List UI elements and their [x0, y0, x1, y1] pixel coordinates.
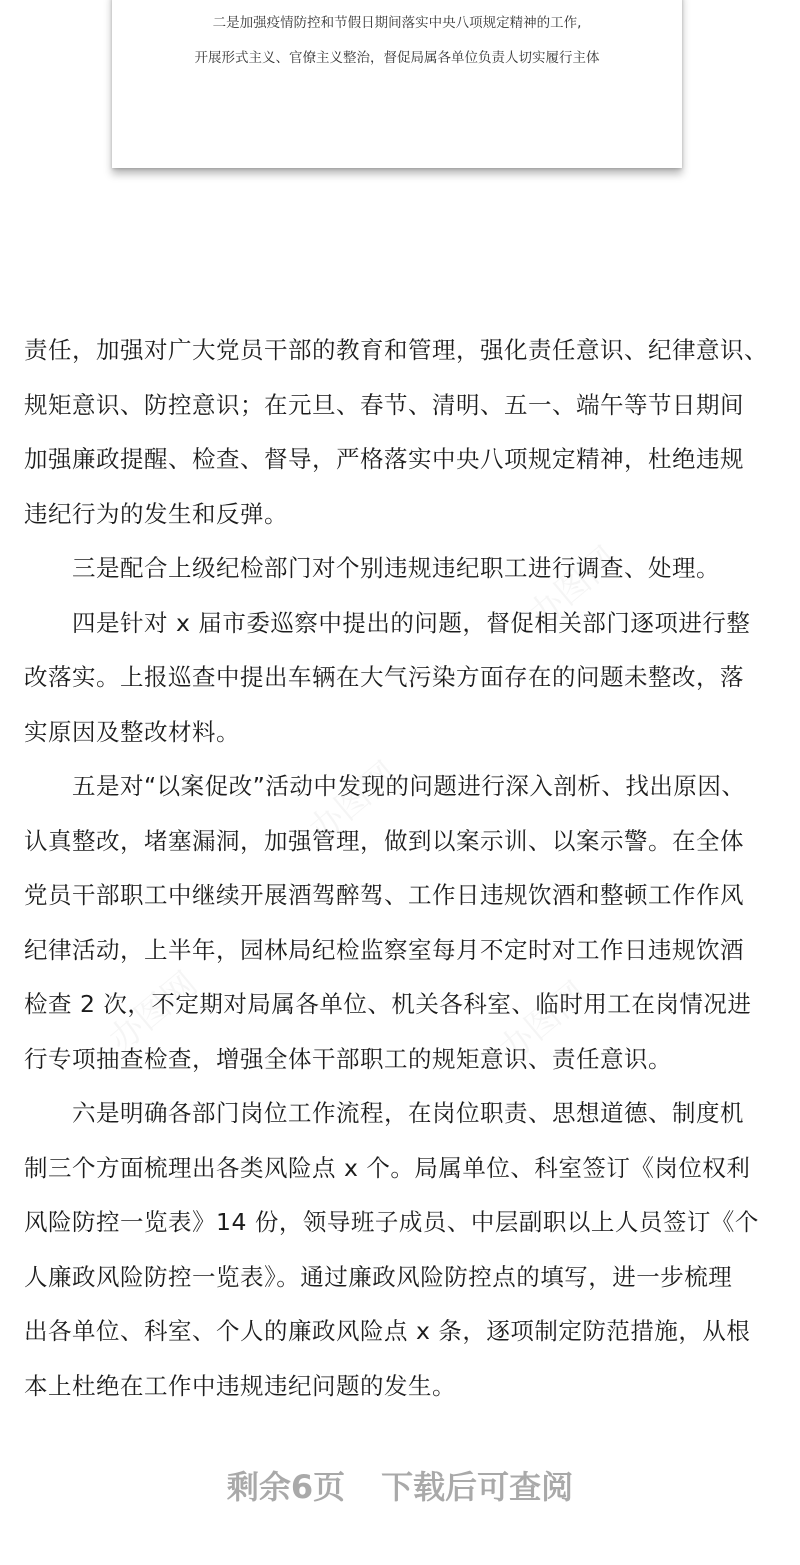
- document-line: 六是明确各部门岗位工作流程，在岗位职责、思想道德、制度机: [72, 1099, 744, 1127]
- document-line: 制三个方面梳理出各类风险点 x 个。局属单位、科室签订《岗位权利: [24, 1153, 751, 1182]
- document-line: 本上杜绝在工作中违规违纪问题的发生。: [24, 1371, 456, 1400]
- document-line: 违纪行为的发生和反弹。: [24, 499, 288, 528]
- document-line: 改落实。上报巡查中提出车辆在大气污染方面存在的问题未整改，落: [24, 663, 744, 691]
- remaining-pages-label: 剩余6页: [226, 1468, 346, 1506]
- watermark: 办图网: [301, 754, 406, 851]
- document-line: 风险防控一览表》14 份，领导班子成员、中层副职以上人员签订《个: [24, 1208, 759, 1236]
- document-line: 四是针对 x 届市委巡察中提出的问题，督促相关部门逐项进行整: [72, 608, 751, 637]
- watermark: 办图网: [491, 974, 596, 1071]
- watermark: 办图网: [101, 964, 206, 1061]
- previous-page-preview: [112, 0, 682, 168]
- document-line: 人廉政风险防控一览表》。通过廉政风险防控点的填写，进一步梳理: [24, 1262, 733, 1291]
- document-line: 纪律活动，上半年，园林局纪检监察室每月不定时对工作日违规饮酒: [24, 935, 744, 964]
- document-line: 党员干部职工中继续开展酒驾醉驾、工作日违规饮酒和整顿工作作风: [24, 881, 744, 909]
- document-line: 三是配合上级纪检部门对个别违规违纪职工进行调查、处理。: [72, 554, 720, 582]
- document-line: 检查 2 次，不定期对局属各单位、机关各科室、临时用工在岗情况进: [24, 990, 752, 1018]
- preview-line-2: 开展形式主义、官僚主义整治，督促局属各单位负责人切实履行主体: [194, 50, 600, 66]
- document-line: 五是对“以案促改”活动中发现的问题进行深入剖析、找出原因、: [72, 772, 746, 800]
- document-line: 加强廉政提醒、检查、督导，严格落实中央八项规定精神，杜绝违规: [24, 445, 744, 473]
- document-line: 规矩意识、防控意识；在元旦、春节、清明、五一、端午等节日期间: [24, 390, 744, 419]
- document-body: [24, 323, 784, 1413]
- document-line: 实原因及整改材料。: [24, 717, 240, 746]
- document-line: 出各单位、科室、个人的廉政风险点 x 条，逐项制定防范措施，从根: [24, 1317, 751, 1345]
- document-line: 责任，加强对广大党员干部的教育和管理，强化责任意识、纪律意识、: [24, 336, 768, 364]
- document-line: 行专项抽查检查，增强全体干部职工的规矩意识、责任意识。: [24, 1044, 672, 1073]
- download-to-view-label: 下载后可查阅: [381, 1468, 574, 1506]
- remaining-pages-notice[interactable]: [0, 1462, 800, 1512]
- document-line: 认真整改，堵塞漏洞，加强管理，做到以案示训、以案示警。在全体: [24, 826, 744, 855]
- watermark: 办图网: [521, 539, 626, 636]
- preview-line-1: 二是加强疫情防控和节假日期间落实中央八项规定精神的工作,: [212, 15, 582, 31]
